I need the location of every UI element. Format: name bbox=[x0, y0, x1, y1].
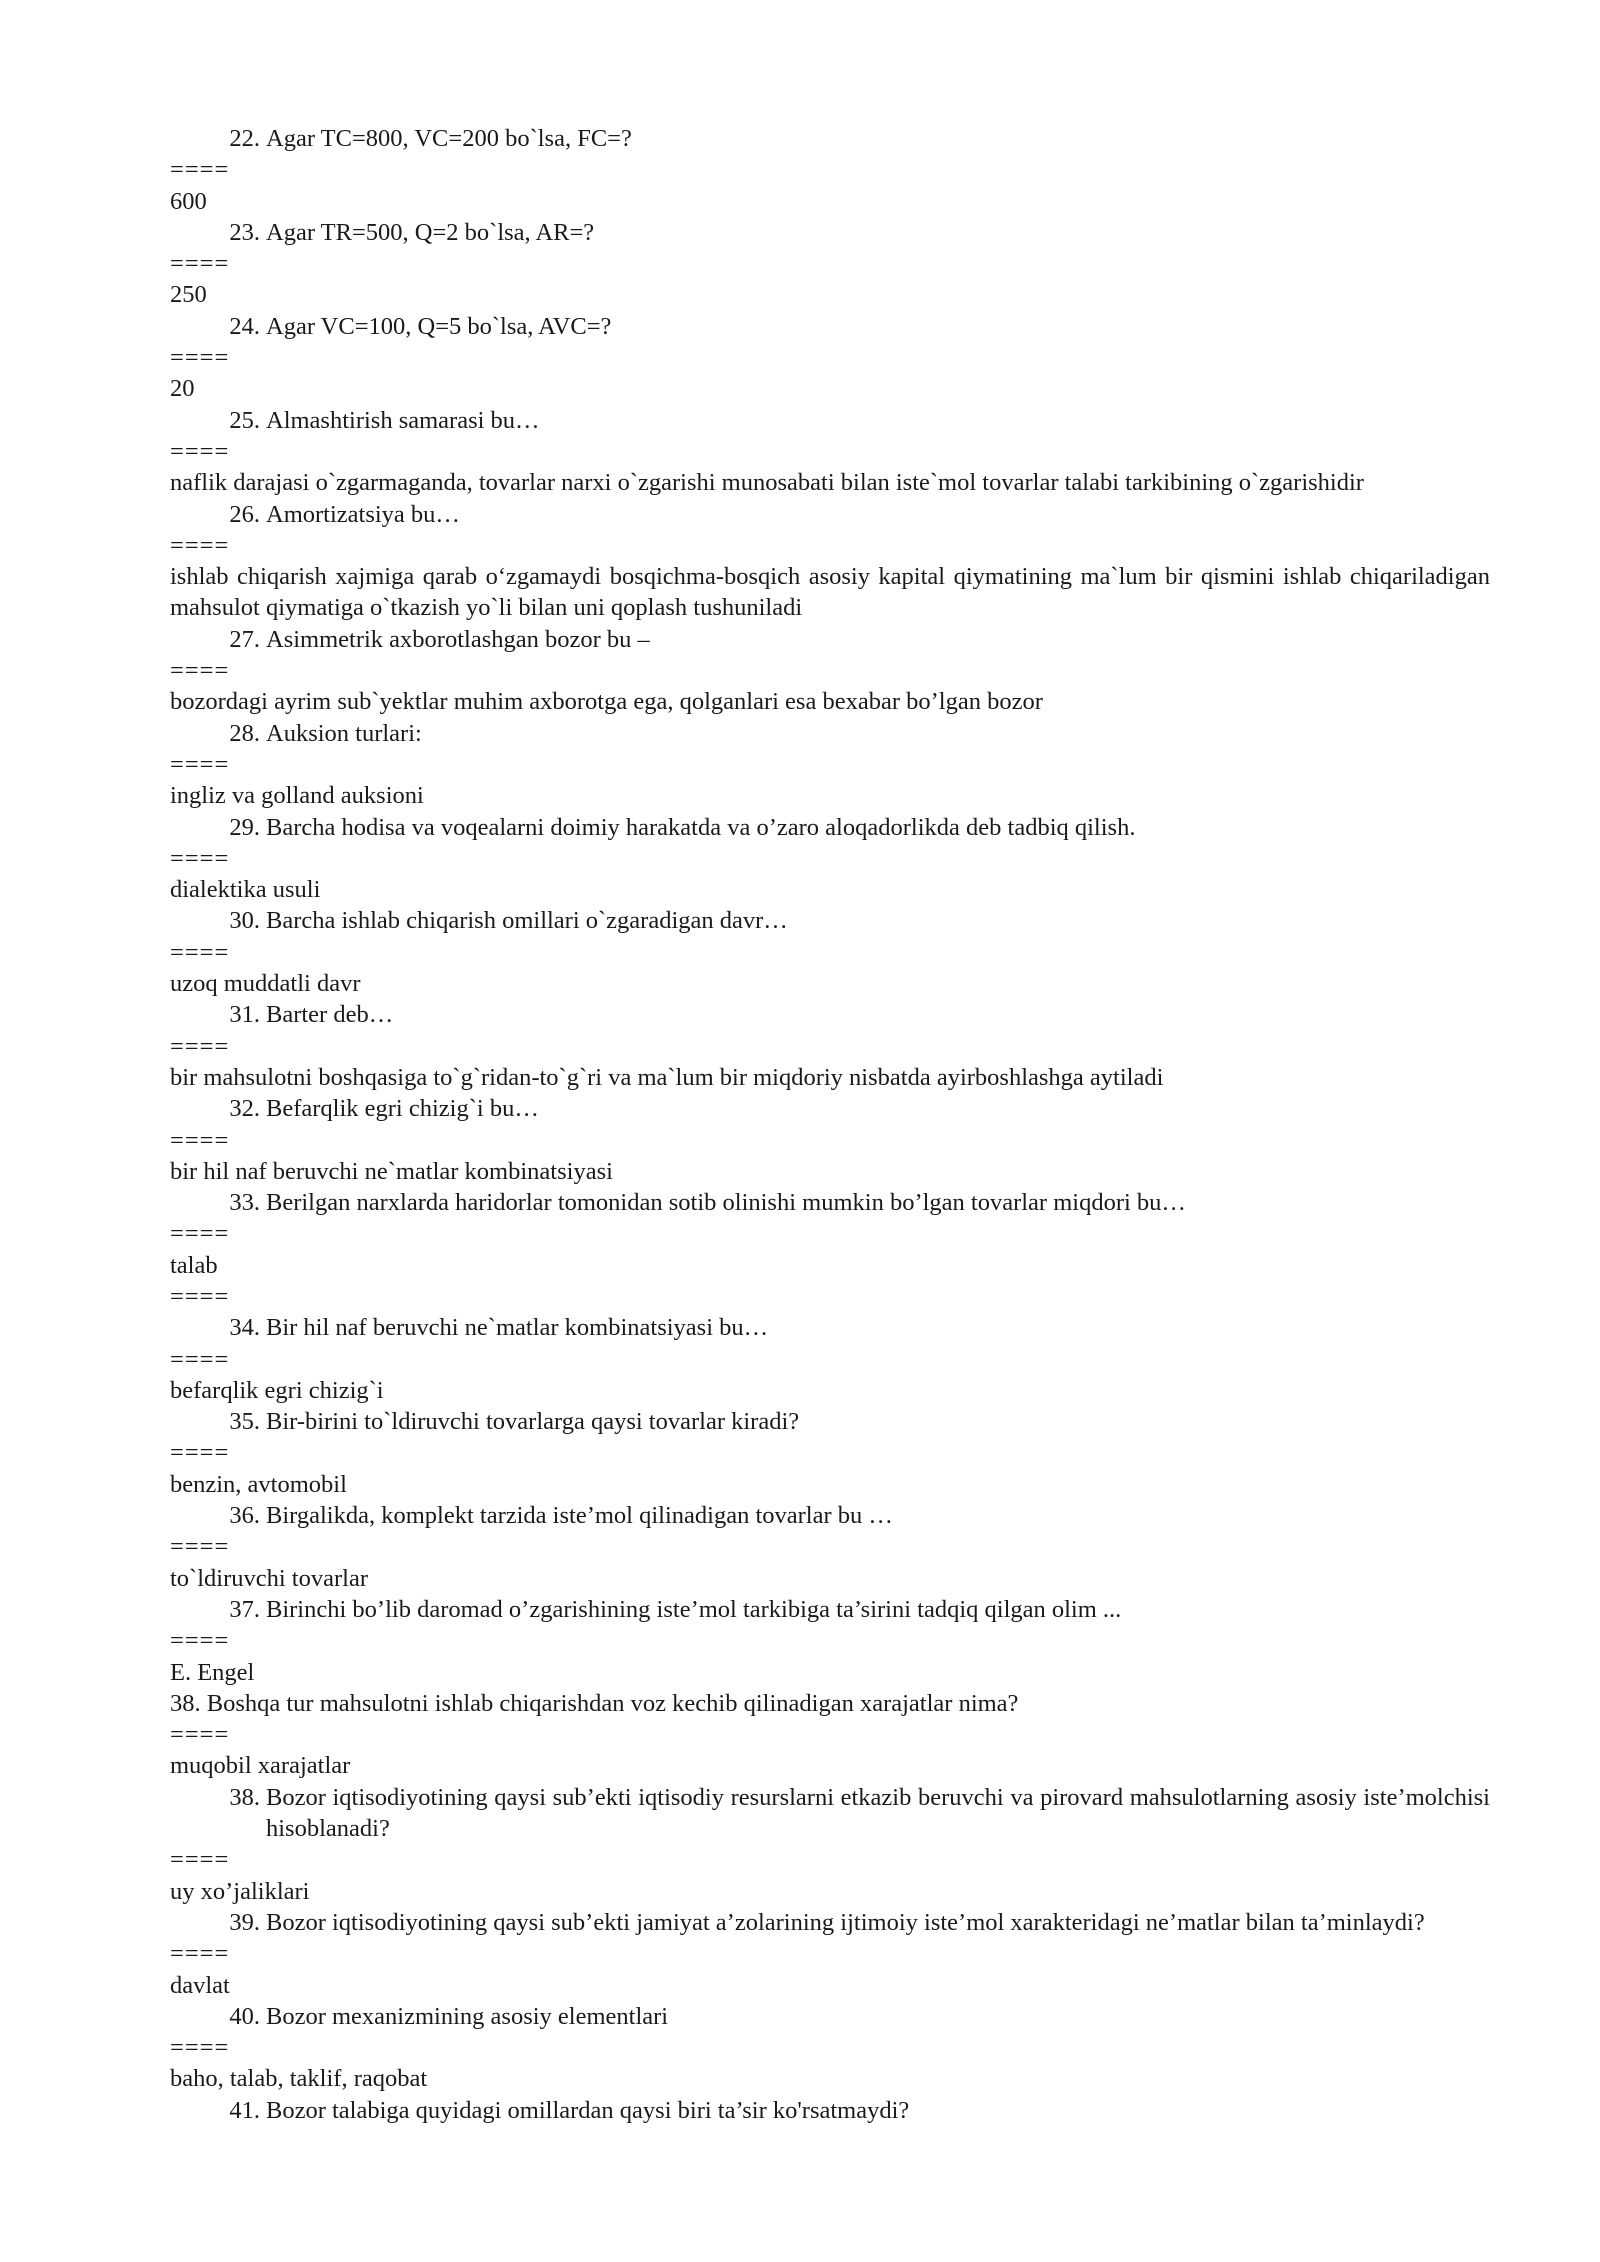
question-number: 33. bbox=[229, 1189, 260, 1217]
question-number: 38. bbox=[170, 1689, 207, 1717]
answer-text: uzoq muddatli davr bbox=[170, 970, 361, 998]
question-item bbox=[170, 311, 1490, 342]
question-text: Bozor iqtisodiyotining qaysi sub’ekti jamiyat a’zolarining ijtimoiy iste’mol xarakteridagi ne’matlar bilan ta’minlaydi? bbox=[266, 1908, 1425, 1936]
question-item bbox=[170, 2095, 1490, 2126]
question-item bbox=[170, 905, 1490, 936]
answer-text: 250 bbox=[170, 281, 207, 309]
question-item bbox=[170, 405, 1490, 436]
question-number: 36. bbox=[229, 1502, 260, 1530]
question-text: Asimmetrik axborotlashgan bozor bu – bbox=[266, 625, 650, 653]
question-text: Agar VC=100, Q=5 bo`lsa, AVC=? bbox=[266, 312, 612, 340]
question-number: 39. bbox=[229, 1908, 260, 1936]
question-item bbox=[170, 499, 1490, 530]
question-text: Bozor talabiga quyidagi omillardan qaysi biri ta’sir ko'rsatmaydi? bbox=[266, 2096, 910, 2124]
answer-separator: ==== bbox=[170, 1721, 230, 1749]
answer-text: baho, talab, taklif, raqobat bbox=[170, 2065, 428, 2093]
question-text: Bir hil naf beruvchi ne`matlar kombinatsiyasi bu… bbox=[266, 1314, 769, 1342]
question-text: Amortizatsiya bu… bbox=[266, 500, 460, 528]
question-item bbox=[170, 1406, 1490, 1437]
answer-text: 600 bbox=[170, 187, 207, 215]
question-text: Almashtirish samarasi bu… bbox=[266, 406, 540, 434]
question-item bbox=[170, 624, 1490, 655]
answer-separator: ==== bbox=[170, 1126, 230, 1154]
answer-text: davlat bbox=[170, 1971, 230, 1999]
answer-separator: ==== bbox=[170, 1439, 230, 1467]
question-number: 25. bbox=[229, 406, 260, 434]
question-item bbox=[170, 1187, 1490, 1218]
question-number: 23. bbox=[229, 218, 260, 246]
answer-separator: ==== bbox=[170, 1032, 230, 1060]
answer-text: to`ldiruvchi tovarlar bbox=[170, 1564, 368, 1592]
question-text: Barcha hodisa va voqealarni doimiy harakatda va o’zaro aloqadorlikda deb tadbiq qilish. bbox=[266, 813, 1136, 841]
question-number: 34. bbox=[229, 1314, 260, 1342]
answer-text: 20 bbox=[170, 375, 195, 403]
question-number: 31. bbox=[229, 1001, 260, 1029]
answer-separator: ==== bbox=[170, 344, 230, 372]
answer-text: bir hil naf beruvchi ne`matlar kombinatsiyasi bbox=[170, 1157, 613, 1185]
question-text: Agar TC=800, VC=200 bo`lsa, FC=? bbox=[266, 125, 632, 152]
question-number: 35. bbox=[229, 1408, 260, 1436]
answer-separator: ==== bbox=[170, 437, 230, 465]
question-number: 30. bbox=[229, 907, 260, 935]
answer-text: uy xo’jaliklari bbox=[170, 1877, 310, 1905]
answer-text: befarqlik egri chizig`i bbox=[170, 1376, 384, 1404]
question-number: 37. bbox=[229, 1595, 260, 1623]
question-number: 27. bbox=[229, 625, 260, 653]
answer-separator: ==== bbox=[170, 1533, 230, 1561]
question-item bbox=[170, 1500, 1490, 1531]
question-item bbox=[170, 1782, 1490, 1845]
answer-separator: ==== bbox=[170, 1846, 230, 1874]
answer-text: talab bbox=[170, 1251, 218, 1279]
question-text: Bozor mexanizmining asosiy elementlari bbox=[266, 2002, 669, 2030]
question-item bbox=[170, 2001, 1490, 2032]
question-number: 40. bbox=[229, 2002, 260, 2030]
question-number: 38. bbox=[229, 1783, 260, 1811]
answer-text: benzin, avtomobil bbox=[170, 1470, 347, 1498]
answer-text: dialektika usuli bbox=[170, 876, 321, 904]
question-text: Boshqa tur mahsulotni ishlab chiqarishdan voz kechib qilinadigan xarajatlar nima? bbox=[206, 1689, 1019, 1717]
answer-text: bir mahsulotni boshqasiga to`g`ridan-to`g`ri va ma`lum bir miqdoriy nisbatda ayirboshlashga aytiladi bbox=[170, 1063, 1164, 1091]
question-text: Barcha ishlab chiqarish omillari o`zgaradigan davr… bbox=[266, 907, 788, 935]
question-text: Birgalikda, komplekt tarzida iste’mol qilinadigan tovarlar bu … bbox=[266, 1502, 893, 1530]
answer-separator: ==== bbox=[170, 750, 230, 778]
answer-text: E. Engel bbox=[170, 1658, 255, 1686]
question-item bbox=[170, 123, 1490, 154]
answer-separator: ==== bbox=[170, 2034, 230, 2062]
answer-separator: ==== bbox=[170, 531, 230, 559]
answer-separator: ==== bbox=[170, 1282, 230, 1310]
question-item bbox=[170, 812, 1490, 843]
question-number: 32. bbox=[229, 1095, 260, 1123]
question-text: Bir-birini to`ldiruvchi tovarlarga qaysi tovarlar kiradi? bbox=[266, 1408, 800, 1436]
question-text: Auksion turlari: bbox=[266, 719, 422, 747]
answer-separator: ==== bbox=[170, 938, 230, 966]
answer-separator: ==== bbox=[170, 844, 230, 872]
answer-separator: ==== bbox=[170, 1940, 230, 1968]
question-item bbox=[170, 1907, 1490, 1938]
question-item bbox=[170, 1688, 1490, 1719]
answer-text: ingliz va golland auksioni bbox=[170, 782, 424, 810]
question-list bbox=[170, 123, 1490, 2126]
question-item bbox=[170, 1312, 1490, 1343]
question-number: 29. bbox=[229, 813, 260, 841]
answer-separator: ==== bbox=[170, 657, 230, 685]
question-item bbox=[170, 999, 1490, 1030]
answer-separator: ==== bbox=[170, 250, 230, 278]
question-number: 28. bbox=[229, 719, 260, 747]
answer-separator: ==== bbox=[170, 1220, 230, 1248]
answer-text: bozordagi ayrim sub`yektlar muhim axborotga ega, qolganlari esa bexabar bo’lgan bozor bbox=[170, 688, 1043, 716]
answer-text: muqobil xarajatlar bbox=[170, 1752, 351, 1780]
question-text: Berilgan narxlarda haridorlar tomonidan sotib olinishi mumkin bo’lgan tovarlar miqdori bu… bbox=[266, 1189, 1186, 1217]
answer-separator: ==== bbox=[170, 156, 230, 184]
question-item bbox=[170, 217, 1490, 248]
question-item bbox=[170, 1093, 1490, 1124]
question-number: 41. bbox=[229, 2096, 260, 2124]
question-number: 26. bbox=[229, 500, 260, 528]
answer-separator: ==== bbox=[170, 1345, 230, 1373]
answer-separator: ==== bbox=[170, 1627, 230, 1655]
question-text: Bozor iqtisodiyotining qaysi sub’ekti iqtisodiy resurslarni etkazib beruvchi va pirovard mahsulotlarning asosiy iste’molchisi hisoblanadi? bbox=[266, 1783, 1490, 1843]
answer-text: naflik darajasi o`zgarmaganda, tovarlar narxi o`zgarishi munosabati bilan iste`mol tovarlar talabi tarkibining o`zgarishidir bbox=[170, 469, 1364, 497]
question-number: 24. bbox=[229, 312, 260, 340]
question-text: Befarqlik egri chizig`i bu… bbox=[266, 1095, 539, 1123]
question-text: Birinchi bo’lib daromad o’zgarishining iste’mol tarkibiga ta’sirini tadqiq qilgan olim ... bbox=[266, 1595, 1122, 1623]
question-text: Agar TR=500, Q=2 bo`lsa, AR=? bbox=[266, 218, 595, 246]
question-text: Barter deb… bbox=[266, 1001, 394, 1029]
question-number: 22. bbox=[229, 125, 260, 152]
question-item bbox=[170, 1594, 1490, 1625]
question-item bbox=[170, 718, 1490, 749]
answer-text: ishlab chiqarish xajmiga qarab o‘zgamaydi bosqichma-bosqich asosiy kapital qiymatining ma`lum bir qismini ishlab chiqariladigan mahsulot qiymatiga o`tkazish yo`li bilan uni qoplash tushuniladi bbox=[170, 563, 1490, 622]
